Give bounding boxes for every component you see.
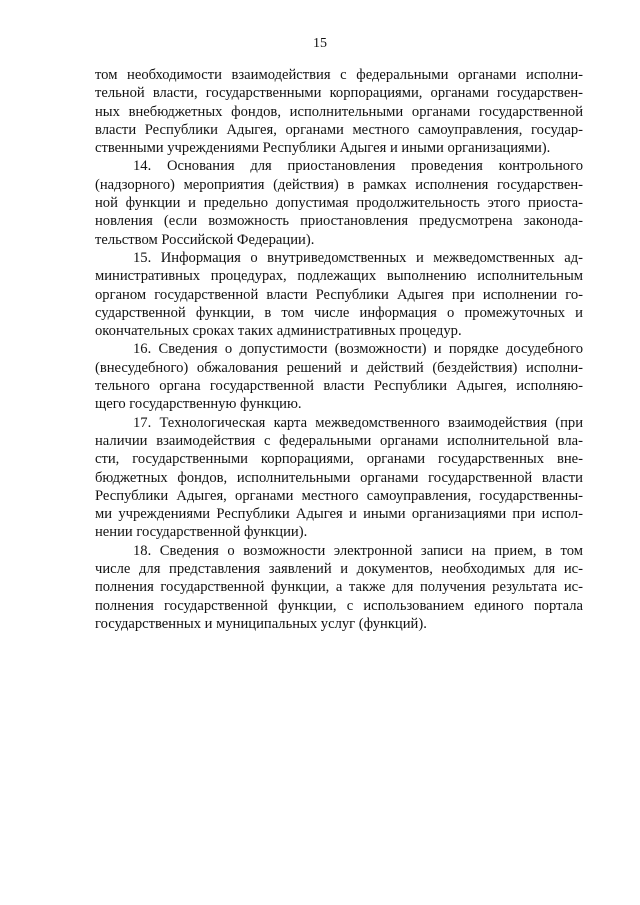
text-line: сти, государственными корпорациями, органами государственных вне- (95, 451, 583, 468)
text-line: нении государственной функции). (95, 524, 308, 541)
text-line: ми учреждениями Республики Адыгея и иными организациями при испол- (95, 506, 583, 523)
text-line: ной функции и предельно допустимая продолжительность этого приоста- (95, 195, 583, 212)
text-line: ственными учреждениями Республики Адыгея и иными организациями). (95, 140, 551, 157)
text-line: наличии взаимодействия с федеральными органами исполнительной вла- (95, 432, 583, 449)
text-line: (внесудебного) обжалования решений и действий (бездействия) исполни- (95, 359, 583, 376)
page-number: 15 (313, 36, 327, 51)
text-line: тельной власти, государственными корпорациями, органами государствен- (95, 85, 583, 102)
text-line: тельством Российской Федерации). (95, 231, 315, 248)
text-line: полнения государственной функции, с использованием единого портала (95, 597, 583, 614)
paragraph (95, 66, 583, 157)
text-line: 17. Технологическая карта межведомственного взаимодействия (при (133, 414, 583, 431)
paragraph (95, 414, 583, 542)
text-line: щего государственную функцию. (95, 396, 302, 413)
text-line: власти Республики Адыгея, органами местного самоуправления, государ- (95, 121, 583, 138)
text-line: Республики Адыгея, органами местного самоуправления, государственны- (95, 487, 583, 504)
text-line: сударственной функции, в том числе информация о промежуточных и (95, 304, 583, 321)
text-line: тельного органа государственной власти Республики Адыгея, исполняю- (95, 378, 583, 395)
text-line: 14. Основания для приостановления проведения контрольного (133, 158, 583, 175)
paragraph (95, 340, 583, 413)
document-body (95, 66, 583, 633)
text-line: новления (если возможность приостановления предусмотрена законода- (95, 213, 583, 230)
text-line: 18. Сведения о возможности электронной записи на прием, в том (133, 542, 583, 559)
text-line: министративных процедурах, подлежащих выполнению исполнительным (95, 268, 583, 285)
text-line: ных внебюджетных фондов, исполнительными органами государственной (95, 103, 583, 120)
paragraph (95, 542, 583, 633)
text-line: окончательных сроках таких административных процедур. (95, 323, 462, 340)
text-line: числе для представления заявлений и документов, необходимых для ис- (95, 561, 583, 578)
text-line: (надзорного) мероприятия (действия) в рамках исполнения государствен- (95, 176, 583, 193)
text-line: 16. Сведения о допустимости (возможности) и порядке досудебного (133, 341, 583, 358)
text-line: том необходимости взаимодействия с федеральными органами исполни- (95, 67, 583, 83)
text-line: 15. Информация о внутриведомственных и межведомственных ад- (133, 249, 583, 266)
text-line: бюджетных фондов, исполнительными органами государственной власти (95, 469, 583, 486)
text-line: государственных и муниципальных услуг (функций). (95, 615, 427, 632)
text-line: органом государственной власти Республики Адыгея при исполнении го- (95, 286, 583, 303)
paragraph (95, 249, 583, 340)
text-line: полнения государственной функции, а также для получения результата ис- (95, 579, 583, 596)
paragraph (95, 157, 583, 248)
